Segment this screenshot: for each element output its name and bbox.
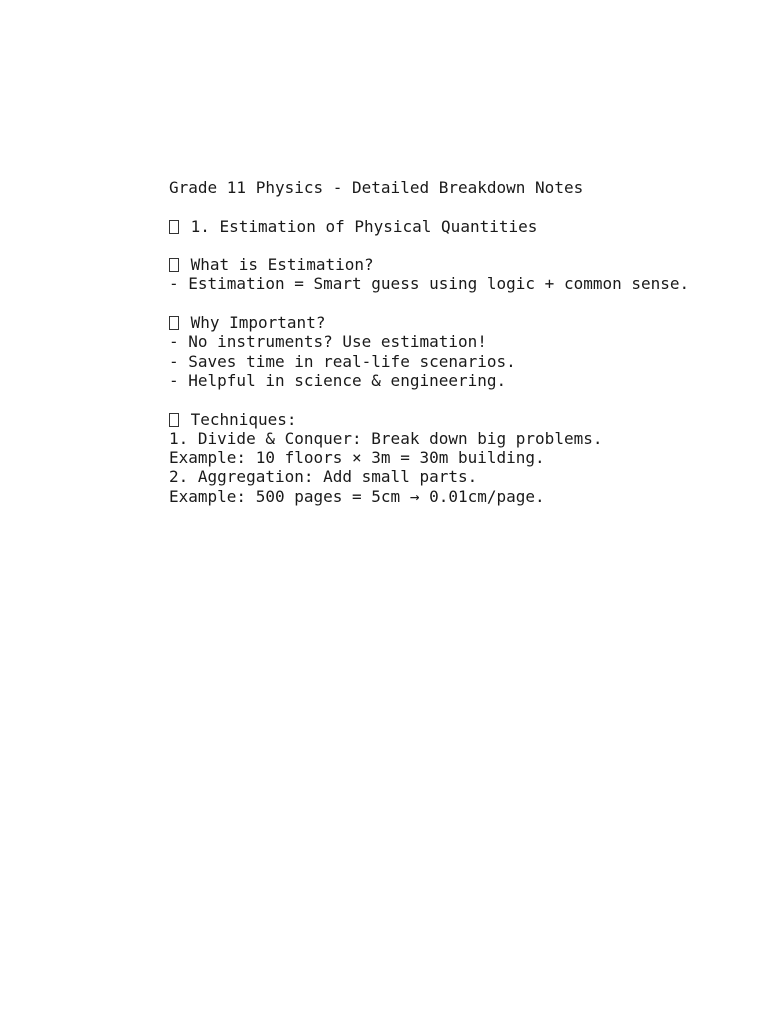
subheading-text: What is Estimation? <box>190 255 374 275</box>
subheading-what-is-estimation <box>169 255 764 274</box>
blank-line <box>169 197 764 216</box>
subheading-text: Why Important? <box>190 313 326 333</box>
section-heading-text: 1. Estimation of Physical Quantities <box>190 216 538 236</box>
subheading-text: Techniques: <box>190 409 297 429</box>
document-page <box>169 178 764 506</box>
body-line: - Helpful in science & engineering. <box>169 370 507 390</box>
body-line: Example: 10 floors × 3m = 30m building. <box>169 448 545 468</box>
document-title: Grade 11 Physics - Detailed Breakdown Notes <box>169 178 584 197</box>
body-line: - Saves time in real-life scenarios. <box>169 351 516 371</box>
blank-line <box>169 236 764 255</box>
body-line: 1. Divide & Conquer: Break down big problems. <box>169 428 603 448</box>
body-line: - No instruments? Use estimation! <box>169 332 487 352</box>
missing-glyph-icon <box>169 258 179 272</box>
missing-glyph-icon <box>169 413 179 427</box>
section-heading-estimation <box>169 217 764 236</box>
body-line: 2. Aggregation: Add small parts. <box>169 467 478 487</box>
body-line: Example: 500 pages = 5cm → 0.01cm/page. <box>169 486 545 506</box>
body-line: - Estimation = Smart guess using logic + common sense. <box>169 274 690 294</box>
blank-line <box>169 390 764 409</box>
missing-glyph-icon <box>169 220 179 234</box>
blank-line <box>169 294 764 313</box>
missing-glyph-icon <box>169 316 179 330</box>
subheading-techniques <box>169 410 764 429</box>
subheading-why-important <box>169 313 764 332</box>
